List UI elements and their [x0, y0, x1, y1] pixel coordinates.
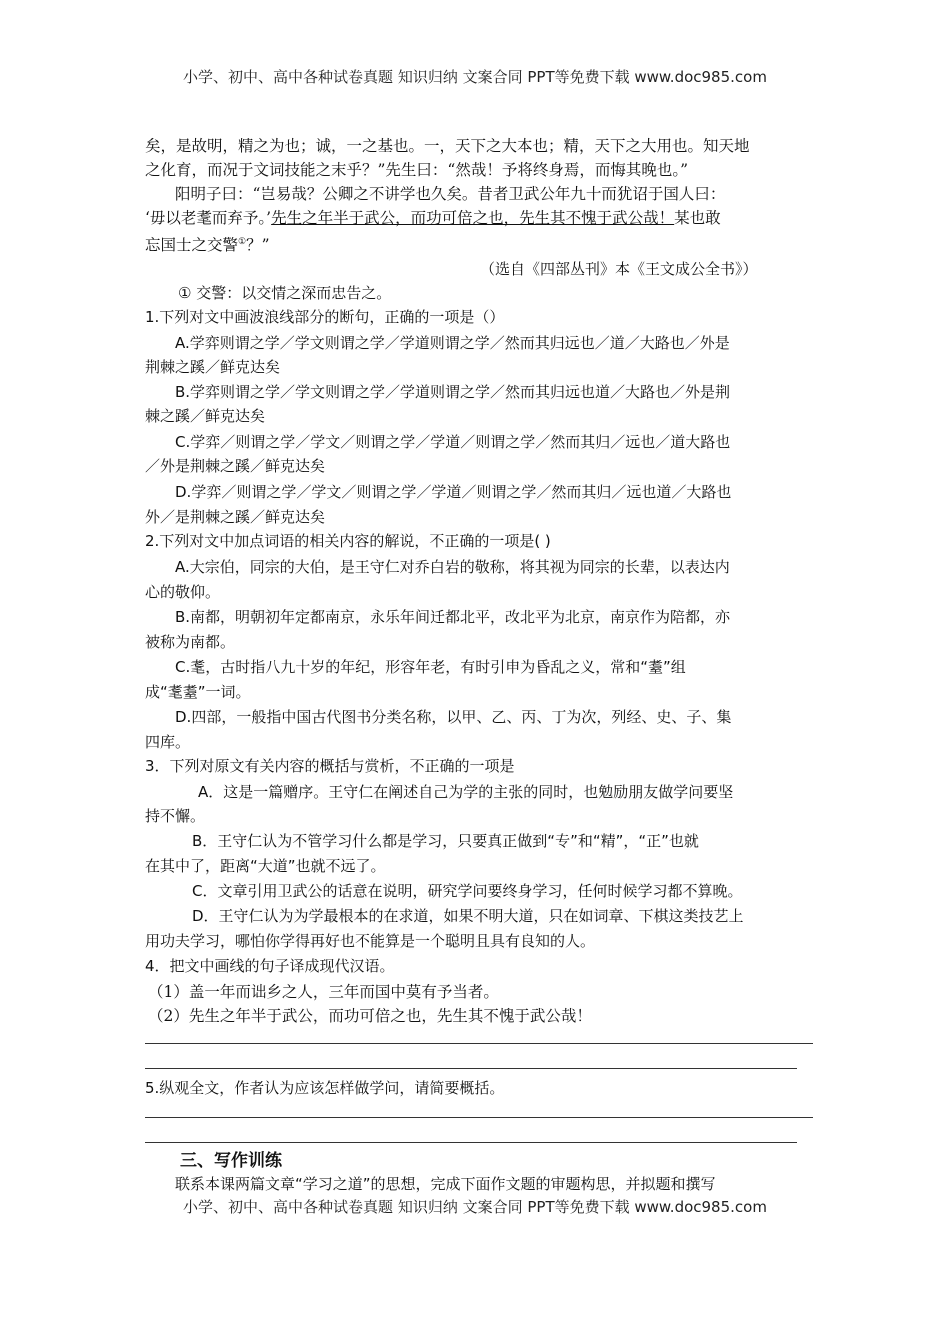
- q1-option-c-cont: ／外是荆棘之蹊／鲜克达矣: [145, 457, 326, 475]
- passage-line-2: 之化育，而况于文词技能之末乎？”先生曰：“然哉！予将终身焉，而悔其晚也。”: [145, 161, 689, 179]
- passage-line-4: [145, 208, 813, 228]
- underlined-sentence: 先生之年半于武公，而功可倍之也，先生其不愧于武公哉！: [271, 209, 675, 227]
- q1-stem: 1.下列对文中画波浪线部分的断句，正确的一项是（）: [145, 308, 505, 326]
- q1-option-b: B.学弈则谓之学／学文则谓之学／学道则谓之学／然而其归远也道／大路也／外是荆: [175, 383, 731, 401]
- q4-sentence-1: （1）盖一年而诎乡之人，三年而国中莫有予当者。: [148, 983, 499, 1001]
- q1-option-b-cont: 棘之蹊／鲜克达矣: [145, 407, 266, 425]
- q2-option-b: B.南都，明朝初年定都南京，永乐年间迁都北平，改北平为北京，南京作为陪都，亦: [175, 608, 731, 626]
- q4-sentence-2: （2）先生之年半于武公，而功可倍之也，先生其不愧于武公哉！: [148, 1007, 592, 1025]
- q3-option-d: D．王守仁认为为学最根本的在求道，如果不明大道，只在如词章、下棋这类技艺上: [192, 907, 744, 925]
- footnote-marker: ①: [238, 237, 247, 247]
- section-heading: 三、写作训练: [180, 1151, 282, 1171]
- q5-stem: 5.纵观全文，作者认为应该怎样做学问，请简要概括。: [145, 1079, 505, 1097]
- answer-line[interactable]: [145, 1142, 797, 1143]
- q2-option-a-cont: 心的敬仰。: [145, 583, 221, 601]
- section-body: 联系本课两篇文章“学习之道”的思想，完成下面作文题的审题构思，并拟题和撰写: [175, 1175, 716, 1193]
- passage-text: 忘国士之交警: [145, 236, 239, 255]
- q3-option-d-cont: 用功夫学习，哪怕你学得再好也不能算是一个聪明且具有良知的人。: [145, 932, 596, 950]
- q1-option-a: A.学弈则谓之学／学文则谓之学／学道则谓之学／然而其归远也／道／大路也／外是: [175, 334, 730, 352]
- passage-text: ‘毋以老耄而弃予。’: [145, 209, 272, 227]
- q2-stem: 2.下列对文中加点词语的相关内容的解说，不正确的一项是( ): [145, 532, 551, 550]
- q2-option-c-cont: 成“耄耋”一词。: [145, 683, 251, 701]
- footnote: ① 交警：以交情之深而忠告之。: [178, 284, 392, 302]
- q3-option-c: C．文章引用卫武公的话意在说明，研究学问要终身学习，任何时候学习都不算晚。: [192, 882, 743, 900]
- q1-option-a-cont: 荆棘之蹊／鲜克达矣: [145, 358, 281, 376]
- answer-line[interactable]: [145, 1068, 797, 1069]
- q2-option-b-cont: 被称为南都。: [145, 633, 236, 651]
- source-citation: （选自《四部丛刊》本《王文成公全书》）: [480, 260, 758, 278]
- passage-text: ？”: [246, 236, 270, 255]
- q1-option-c: C.学弈／则谓之学／学文／则谓之学／学道／则谓之学／然而其归／远也／道大路也: [175, 433, 731, 451]
- q2-option-d-cont: 四库。: [145, 733, 191, 751]
- passage-text: 某也敢: [674, 209, 721, 227]
- page-footer: 小学、初中、高中各种试卷真题 知识归纳 文案合同 PPT等免费下载 www.doc985.com: [183, 1198, 767, 1216]
- q3-option-b-cont: 在其中了，距离“大道”也就不远了。: [145, 857, 386, 875]
- answer-line[interactable]: [145, 1117, 813, 1118]
- q4-stem: 4．把文中画线的句子译成现代汉语。: [145, 957, 395, 975]
- q3-option-a-cont: 持不懈。: [145, 807, 206, 825]
- q3-option-a: A．这是一篇赠序。王守仁在阐述自己为学的主张的同时，也勉励朋友做学问要坚: [198, 783, 734, 801]
- passage-line-3: 阳明子曰：“岂易哉？公卿之不讲学也久矣。昔者卫武公年九十而犹诏于国人曰：: [175, 185, 726, 203]
- q3-stem: 3．下列对原文有关内容的概括与赏析，不正确的一项是: [145, 757, 515, 775]
- q2-option-d: D.四部，一般指中国古代图书分类名称，以甲、乙、丙、丁为次，列经、史、子、集: [175, 708, 732, 726]
- answer-line[interactable]: [145, 1043, 813, 1044]
- page-header: 小学、初中、高中各种试卷真题 知识归纳 文案合同 PPT等免费下载 www.doc985.com: [183, 68, 767, 86]
- passage-line-5: [145, 232, 813, 255]
- passage-line-1: 矣，是故明，精之为也；诚，一之基也。一，天下之大本也；精，天下之大用也。知天地: [145, 137, 750, 155]
- q2-option-a: A.大宗伯，同宗的大伯，是王守仁对乔白岩的敬称，将其视为同宗的长辈，以表达内: [175, 558, 730, 576]
- q1-option-d-cont: 外／是荆棘之蹊／鲜克达矣: [145, 508, 326, 526]
- q1-option-d: D.学弈／则谓之学／学文／则谓之学／学道／则谓之学／然而其归／远也道／大路也: [175, 483, 732, 501]
- q2-option-c: C.耄，古时指八九十岁的年纪，形容年老，有时引申为昏乱之义，常和“耋”组: [175, 658, 686, 676]
- q3-option-b: B．王守仁认为不管学习什么都是学习，只要真正做到“专”和“精”，“正”也就: [192, 832, 699, 850]
